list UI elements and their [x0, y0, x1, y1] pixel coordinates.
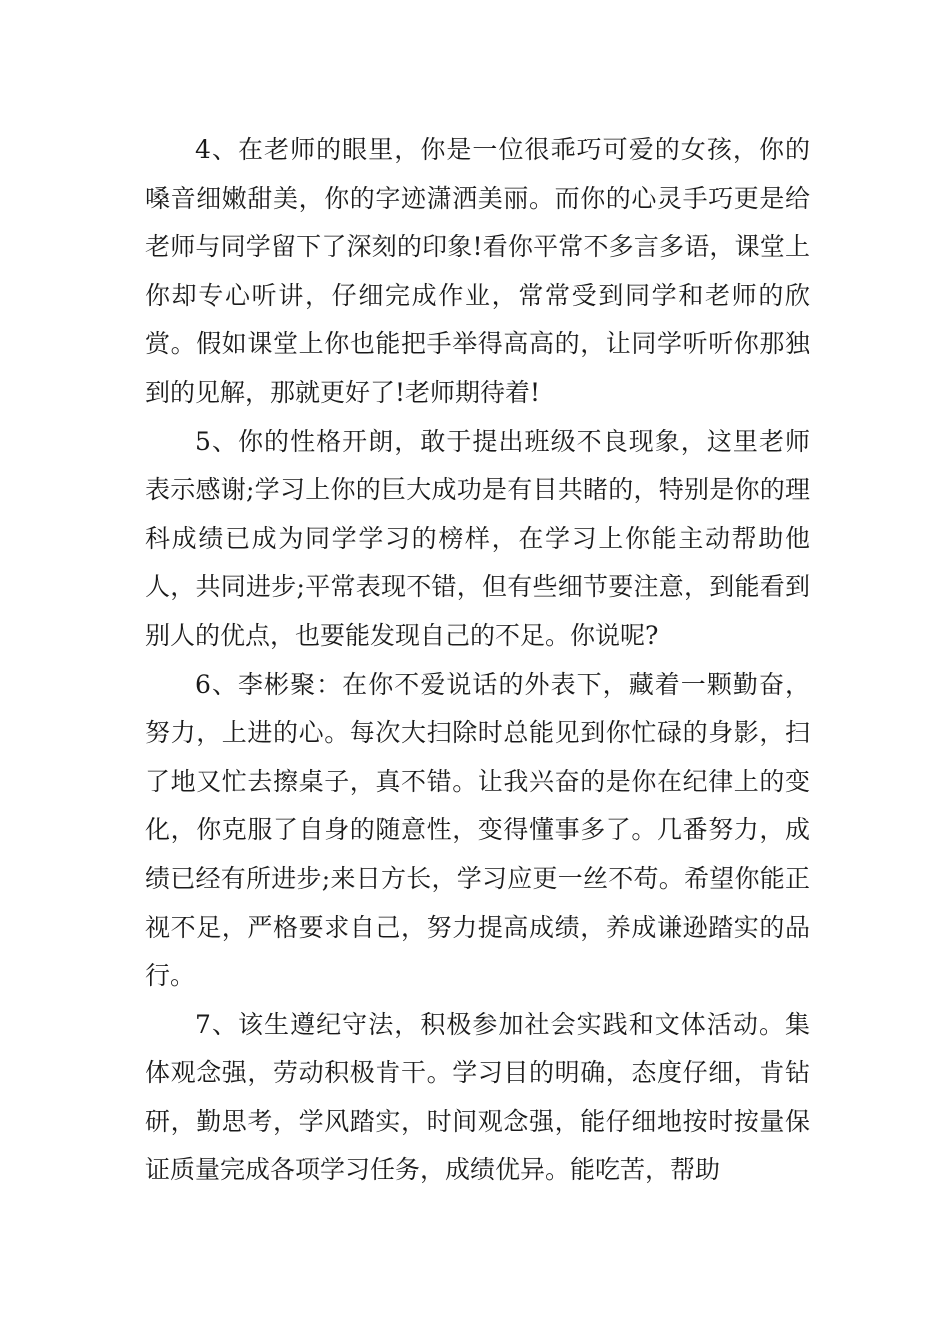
paragraph-5: 5、你的性格开朗，敢于提出班级不良现象，这里老师表示感谢;学习上你的巨大成功是有目共睹的，特别是你的理科成绩已成为同学学习的榜样，在学习上你能主动帮助他人，共同进步;平常表现不错，但有些细节要注意，到能看到别人的优点，也要能发现自己的不足。你说呢? — [145, 426, 810, 650]
paragraph-6: 6、李彬聚：在你不爱说话的外表下，藏着一颗勤奋，努力，上进的心。每次大扫除时总能见到你忙碌的身影，扫了地又忙去擦桌子，真不错。让我兴奋的是你在纪律上的变化，你克服了自身的随意性，变得懂事多了。几番努力，成绩已经有所进步;来日方长，学习应更一丝不苟。希望你能正视不足，严格要求自己，努力提高成绩，养成谦逊踏实的品行。 — [145, 669, 810, 991]
paragraph-7: 7、该生遵纪守法，积极参加社会实践和文体活动。集体观念强，劳动积极肯干。学习目的明确，态度仔细，肯钻研，勤思考，学风踏实，时间观念强，能仔细地按时按量保证质量完成各项学习任务，成绩优异。能吃苦，帮助 — [145, 1009, 810, 1185]
document-body — [145, 126, 810, 1195]
paragraph-4: 4、在老师的眼里，你是一位很乖巧可爱的女孩，你的嗓音细嫩甜美，你的字迹潇洒美丽。而你的心灵手巧更是给老师与同学留下了深刻的印象!看你平常不多言多语，课堂上你却专心听讲，仔细完成作业，常常受到同学和老师的欣赏。假如课堂上你也能把手举得高高的，让同学听听你那独到的见解，那就更好了!老师期待着! — [145, 135, 810, 407]
